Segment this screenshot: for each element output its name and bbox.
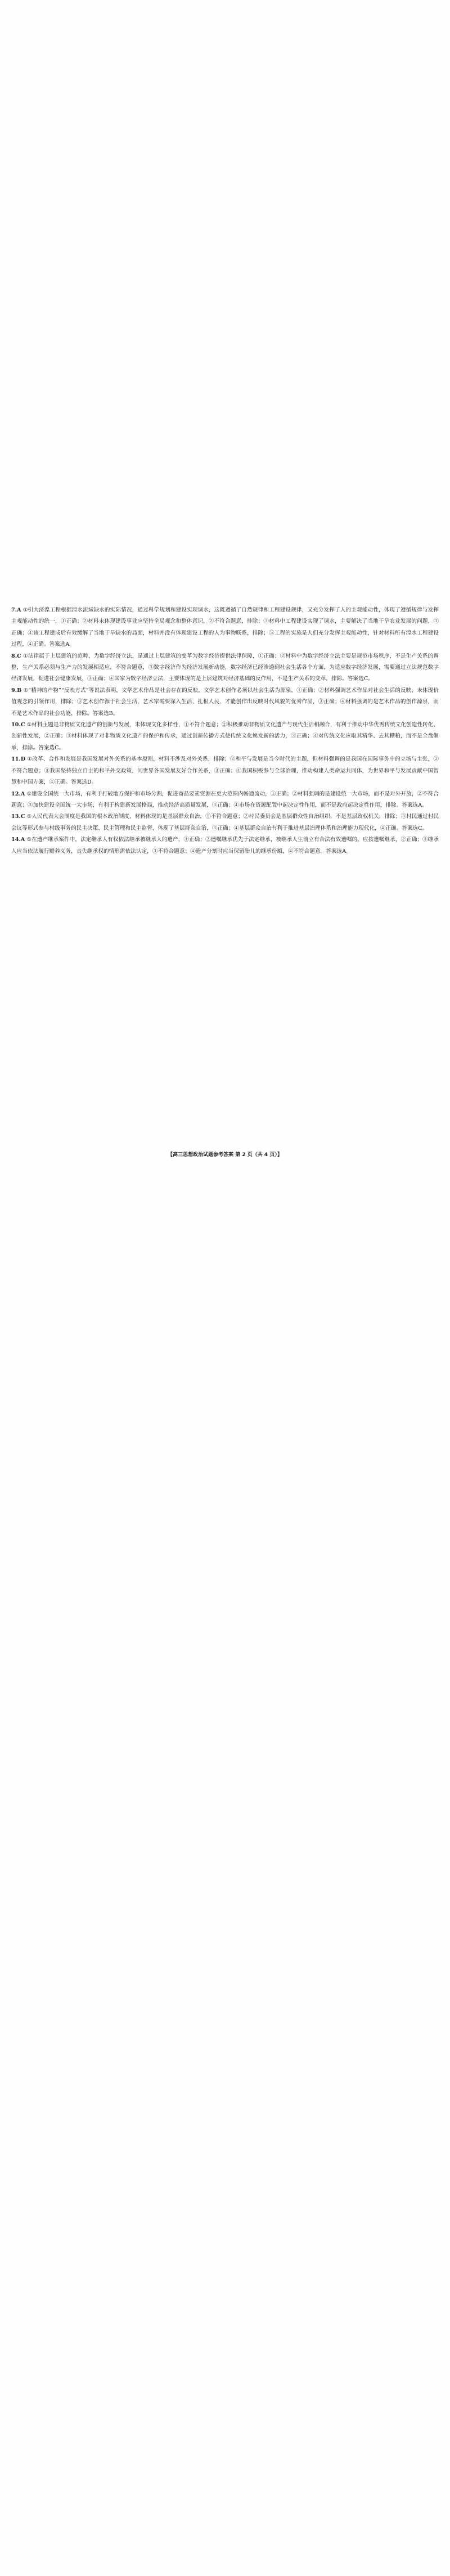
- answer-item-11: [11, 754, 439, 788]
- answer-number: 8.C: [11, 653, 21, 659]
- answer-item-14: [11, 834, 439, 857]
- answer-list: [11, 605, 439, 857]
- answer-item-13: [11, 811, 439, 834]
- answer-text: ①人民代表大会制度是我国的根本政治制度，材料体现的是基层群众自治，①不符合题意；②村民委员会是基层群众性自治组织，不是基层政权机关，排除；③村民通过村民会议等形式参与村级事务的民主决策、民主管理和民主监督，体现了基层群众自治，③正确；④基层群众自治有利于推进基层治理体系和治理能力现代化，④正确。答案选C。: [11, 813, 439, 831]
- answer-number: 14.A: [11, 837, 25, 843]
- page-footer: 【高三思想政治试题参考答案 第 2 页（共 4 页）】: [168, 1152, 282, 1158]
- answer-item-10: [11, 720, 439, 754]
- answer-number: 9.B: [11, 687, 22, 694]
- answer-item-9: [11, 685, 439, 720]
- answer-text: ①“精神的产物”“反映方式”等说法表明，文学艺术作品是社会存在的反映，文学艺术创作必须以社会生活为源泉，①正确；②材料强调艺术作品对社会生活的反映，未体现价值观念的引领作用，排除；③艺术创作源于社会生活，艺术家需要深入生活、扎根人民，才能创作出反映时代风貌的优秀作品，③正确；④材料强调的是艺术作品的创作源泉，而不是艺术作品的社会功能，排除。答案选B。: [11, 687, 439, 717]
- answer-item-8: [11, 651, 439, 685]
- answer-number: 12.A: [11, 790, 25, 797]
- answer-text: ①在遗产继承案件中，法定继承人有权依法继承被继承人的遗产，①正确；②遗嘱继承优先于法定继承，被继承人生前立有合法有效遗嘱的，应按遗嘱继承，②正确；③继承人应当依法履行赡养义务，丧失继承权的情形需依法认定，③不符合题意；④遗产分割时应当保留胎儿的继承份额，④不符合题意。答案选A。: [11, 837, 439, 855]
- answer-number: 7.A: [11, 607, 21, 613]
- answer-number: 13.C: [11, 813, 25, 820]
- answer-text: ①法律属于上层建筑的范畴，为数字经济立法，是通过上层建筑的变革为数字经济提供法律保障，①正确；②材料中为数字经济立法主要是规范市场秩序，不是生产关系的调整，生产关系必须与生产力的发展相适应，不符合题意，③数字经济作为经济发展新动能，数字经济已经渗透到社会生活各个方面，为适应数字经济发展，需要通过立法规范数字经济发展，促进社会健康发展，③正确；④国家为数字经济立法，主要体现的是上层建筑对经济基础的反作用，不是生产关系的变革，排除。答案选C。: [11, 653, 439, 682]
- answer-text: ①改革、合作和发展是我国发展对外关系的基本原则，材料不涉及对外关系，排除；②和平与发展是当今时代的主题，但材料强调的是我国在国际事务中的立场与主张，②不符合题意；③我国坚持独立自主的和平外交政策，同世界各国发展友好合作关系，③正确；④我国积极参与全球治理，推动构建人类命运共同体，为世界和平与发展贡献中国智慧和中国方案，④正确。答案选D。: [11, 756, 439, 786]
- answer-item-7: [11, 605, 439, 651]
- answer-item-12: [11, 789, 439, 812]
- answer-number: 11.D: [11, 756, 26, 763]
- answer-text: ①材料主题是非物质文化遗产的创新与发展，未体现文化多样性，①不符合题意；②积极推动非物质文化遗产与现代生活相融合，有利于推动中华优秀传统文化创造性转化、创新性发展，②正确；③材料体现了对非物质文化遗产的保护和传承，通过创新传播方式使传统文化焕发新的活力，③正确；④对传统文化应取其精华、去其糟粕，而不是全盘继承，排除。答案选C。: [11, 722, 439, 751]
- answer-text: ①建设全国统一大市场，有利于打破地方保护和市场分割，促进商品要素资源在更大范围内畅通流动，①正确；②材料强调的是建设统一大市场，而不是对外开放，②不符合题意；③加快建设全国统一大市场，有利于构建新发展格局，推动经济高质量发展，③正确；④市场在资源配置中起决定性作用，而不是政府起决定性作用，排除。答案选A。: [11, 790, 439, 808]
- answer-text: ①引大济湟工程根据湟水流域缺水的实际情况，通过科学规划和建设实现调水，这既遵循了自然规律和工程建设规律，又充分发挥了人的主观能动性，体现了遵循规律与发挥主观能动性的统一，①正确；②材料未体现建设事业应坚持全局观念和整体意识，②不符合题意，排除；③材料中工程建设实现了调水，主要解决了当地干旱农业发展的问题，③正确；④该工程建成后有效缓解了当地干旱缺水的局面，材料并没有体现建设工程的人为事物联系，排除；⑤工程的实施是人们充分发挥主观能动性，针对材料所有湟水工程建设过程，④正确。答案选A。: [11, 607, 439, 648]
- answer-number: 10.C: [11, 722, 25, 729]
